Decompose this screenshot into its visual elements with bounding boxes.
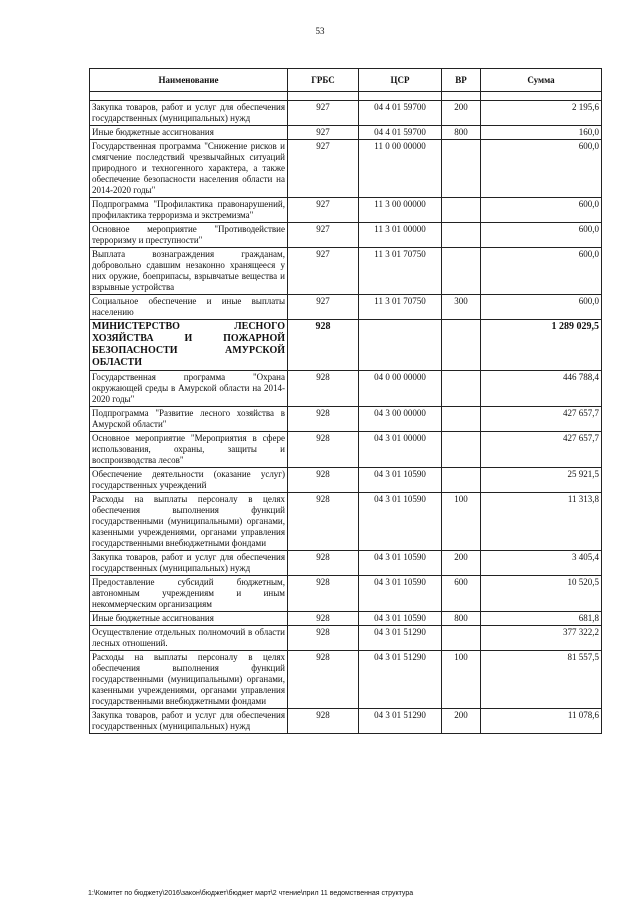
cell-name: Обеспечение деятельности (оказание услуг) государственных учреждений bbox=[90, 468, 288, 493]
cell-sum: 1 289 029,5 bbox=[481, 320, 602, 371]
spacer-cell bbox=[359, 92, 442, 101]
cell-csr: 04 3 01 10590 bbox=[359, 468, 442, 493]
cell-grbs: 927 bbox=[288, 198, 359, 223]
cell-grbs: 928 bbox=[288, 493, 359, 551]
cell-csr: 11 3 01 00000 bbox=[359, 223, 442, 248]
cell-grbs: 928 bbox=[288, 432, 359, 468]
footer-file-path: 1:\Комитет по бюджету\2016\закон\бюджет\бюджет март\2 чтение\прил 11 ведомственная структура bbox=[88, 890, 414, 897]
cell-name: МИНИСТЕРСТВО ЛЕСНОГО ХОЗЯЙСТВА И ПОЖАРНОЙ БЕЗОПАСНОСТИ АМУРСКОЙ ОБЛАСТИ bbox=[90, 320, 288, 371]
cell-vr: 800 bbox=[442, 126, 481, 140]
cell-grbs: 928 bbox=[288, 320, 359, 371]
cell-name: Закупка товаров, работ и услуг для обеспечения государственных (муниципальных) нужд bbox=[90, 551, 288, 576]
cell-vr: 200 bbox=[442, 709, 481, 734]
cell-vr: 800 bbox=[442, 612, 481, 626]
table-row bbox=[90, 551, 602, 576]
cell-name: Закупка товаров, работ и услуг для обеспечения государственных (муниципальных) нужд bbox=[90, 709, 288, 734]
cell-vr: 200 bbox=[442, 101, 481, 126]
cell-sum: 600,0 bbox=[481, 248, 602, 295]
cell-csr: 04 3 01 51290 bbox=[359, 709, 442, 734]
cell-grbs: 927 bbox=[288, 295, 359, 320]
cell-name: Основное мероприятие "Мероприятия в сфере использования, охраны, защиты и воспроизводства лесов" bbox=[90, 432, 288, 468]
cell-csr: 04 3 01 51290 bbox=[359, 651, 442, 709]
cell-csr: 04 3 01 10590 bbox=[359, 551, 442, 576]
cell-vr: 600 bbox=[442, 576, 481, 612]
cell-vr bbox=[442, 198, 481, 223]
cell-name: Подпрограмма "Профилактика правонарушений, профилактика терроризма и экстремизма" bbox=[90, 198, 288, 223]
cell-name: Иные бюджетные ассигнования bbox=[90, 126, 288, 140]
header-name: Наименование bbox=[90, 69, 288, 92]
table-row bbox=[90, 576, 602, 612]
table-row bbox=[90, 612, 602, 626]
cell-csr: 11 3 01 70750 bbox=[359, 295, 442, 320]
table-row bbox=[90, 320, 602, 371]
cell-grbs: 928 bbox=[288, 612, 359, 626]
cell-grbs: 928 bbox=[288, 371, 359, 407]
cell-name: Закупка товаров, работ и услуг для обеспечения государственных (муниципальных) нужд bbox=[90, 101, 288, 126]
cell-grbs: 927 bbox=[288, 248, 359, 295]
cell-csr: 11 3 00 00000 bbox=[359, 198, 442, 223]
cell-csr bbox=[359, 320, 442, 371]
cell-sum: 600,0 bbox=[481, 198, 602, 223]
cell-csr: 04 3 01 51290 bbox=[359, 626, 442, 651]
table-row bbox=[90, 626, 602, 651]
spacer-cell bbox=[481, 92, 602, 101]
header-vr: ВР bbox=[442, 69, 481, 92]
cell-grbs: 928 bbox=[288, 551, 359, 576]
cell-sum: 160,0 bbox=[481, 126, 602, 140]
budget-table bbox=[89, 68, 602, 734]
cell-name: Расходы на выплаты персоналу в целях обеспечения выполнения функций государственными (муниципальными) органами, казенными учреждениями, органами управления государственными внебюджетными фондами bbox=[90, 651, 288, 709]
cell-vr bbox=[442, 407, 481, 432]
cell-sum: 10 520,5 bbox=[481, 576, 602, 612]
cell-name: Государственная программа "Охрана окружающей среды в Амурской области на 2014-2020 годы" bbox=[90, 371, 288, 407]
cell-vr bbox=[442, 140, 481, 198]
cell-vr: 200 bbox=[442, 551, 481, 576]
cell-vr bbox=[442, 432, 481, 468]
table-row bbox=[90, 295, 602, 320]
cell-csr: 11 0 00 00000 bbox=[359, 140, 442, 198]
table-row bbox=[90, 198, 602, 223]
table-header-row bbox=[90, 69, 602, 92]
cell-sum: 600,0 bbox=[481, 223, 602, 248]
cell-name: Иные бюджетные ассигнования bbox=[90, 612, 288, 626]
header-grbs: ГРБС bbox=[288, 69, 359, 92]
page-number: 53 bbox=[315, 26, 325, 36]
cell-vr: 100 bbox=[442, 493, 481, 551]
cell-csr: 04 3 01 10590 bbox=[359, 493, 442, 551]
table-row bbox=[90, 407, 602, 432]
cell-grbs: 928 bbox=[288, 626, 359, 651]
table-row bbox=[90, 432, 602, 468]
cell-name: Государственная программа "Снижение рисков и смягчение последствий чрезвычайных ситуаций природного и техногенного характера, а также обеспечение безопасности населения области на 2014-2020 годы" bbox=[90, 140, 288, 198]
cell-grbs: 927 bbox=[288, 101, 359, 126]
cell-vr bbox=[442, 468, 481, 493]
cell-name: Осуществление отдельных полномочий в области лесных отношений. bbox=[90, 626, 288, 651]
cell-sum: 681,8 bbox=[481, 612, 602, 626]
cell-sum: 11 313,8 bbox=[481, 493, 602, 551]
cell-vr: 100 bbox=[442, 651, 481, 709]
cell-name: Расходы на выплаты персоналу в целях обеспечения выполнения функций государственными (муниципальными) органами, казенными учреждениями, органами управления государственными внебюджетными фондами bbox=[90, 493, 288, 551]
table-row bbox=[90, 101, 602, 126]
header-csr: ЦСР bbox=[359, 69, 442, 92]
cell-sum: 600,0 bbox=[481, 295, 602, 320]
cell-grbs: 927 bbox=[288, 140, 359, 198]
cell-grbs: 928 bbox=[288, 576, 359, 612]
cell-csr: 04 4 01 59700 bbox=[359, 101, 442, 126]
table-body bbox=[90, 101, 602, 734]
cell-grbs: 928 bbox=[288, 468, 359, 493]
cell-grbs: 927 bbox=[288, 126, 359, 140]
table-row bbox=[90, 140, 602, 198]
cell-sum: 600,0 bbox=[481, 140, 602, 198]
cell-grbs: 928 bbox=[288, 407, 359, 432]
cell-name: Социальное обеспечение и иные выплаты населению bbox=[90, 295, 288, 320]
cell-csr: 04 3 01 10590 bbox=[359, 612, 442, 626]
cell-vr bbox=[442, 223, 481, 248]
cell-name: Предоставление субсидий бюджетным, автономным учреждениям и иным некоммерческим организациям bbox=[90, 576, 288, 612]
cell-sum: 446 788,4 bbox=[481, 371, 602, 407]
table-row bbox=[90, 248, 602, 295]
cell-grbs: 927 bbox=[288, 223, 359, 248]
table-row bbox=[90, 223, 602, 248]
cell-vr bbox=[442, 626, 481, 651]
cell-sum: 3 405,4 bbox=[481, 551, 602, 576]
cell-csr: 04 3 01 00000 bbox=[359, 432, 442, 468]
cell-vr bbox=[442, 371, 481, 407]
table-row bbox=[90, 651, 602, 709]
cell-sum: 377 322,2 bbox=[481, 626, 602, 651]
cell-name: Выплата вознаграждения гражданам, добровольно сдавшим незаконно хранящееся у них оружие, боеприпасы, взрывчатые вещества и взрывные устройства bbox=[90, 248, 288, 295]
table-row bbox=[90, 493, 602, 551]
cell-sum: 2 195,6 bbox=[481, 101, 602, 126]
spacer-cell bbox=[442, 92, 481, 101]
table-row bbox=[90, 468, 602, 493]
spacer-cell bbox=[288, 92, 359, 101]
cell-name: Подпрограмма "Развитие лесного хозяйства в Амурской области" bbox=[90, 407, 288, 432]
cell-name: Основное мероприятие "Противодействие терроризму и преступности" bbox=[90, 223, 288, 248]
cell-csr: 04 3 01 10590 bbox=[359, 576, 442, 612]
header-spacer-row bbox=[90, 92, 602, 101]
cell-sum: 81 557,5 bbox=[481, 651, 602, 709]
cell-vr bbox=[442, 320, 481, 371]
cell-sum: 25 921,5 bbox=[481, 468, 602, 493]
cell-sum: 427 657,7 bbox=[481, 432, 602, 468]
table-row bbox=[90, 126, 602, 140]
cell-sum: 11 078,6 bbox=[481, 709, 602, 734]
cell-vr: 300 bbox=[442, 295, 481, 320]
cell-csr: 11 3 01 70750 bbox=[359, 248, 442, 295]
header-sum: Сумма bbox=[481, 69, 602, 92]
spacer-cell bbox=[90, 92, 288, 101]
table-row bbox=[90, 709, 602, 734]
cell-grbs: 928 bbox=[288, 651, 359, 709]
cell-vr bbox=[442, 248, 481, 295]
cell-csr: 04 3 00 00000 bbox=[359, 407, 442, 432]
cell-sum: 427 657,7 bbox=[481, 407, 602, 432]
cell-csr: 04 0 00 00000 bbox=[359, 371, 442, 407]
cell-grbs: 928 bbox=[288, 709, 359, 734]
cell-csr: 04 4 01 59700 bbox=[359, 126, 442, 140]
table-row bbox=[90, 371, 602, 407]
